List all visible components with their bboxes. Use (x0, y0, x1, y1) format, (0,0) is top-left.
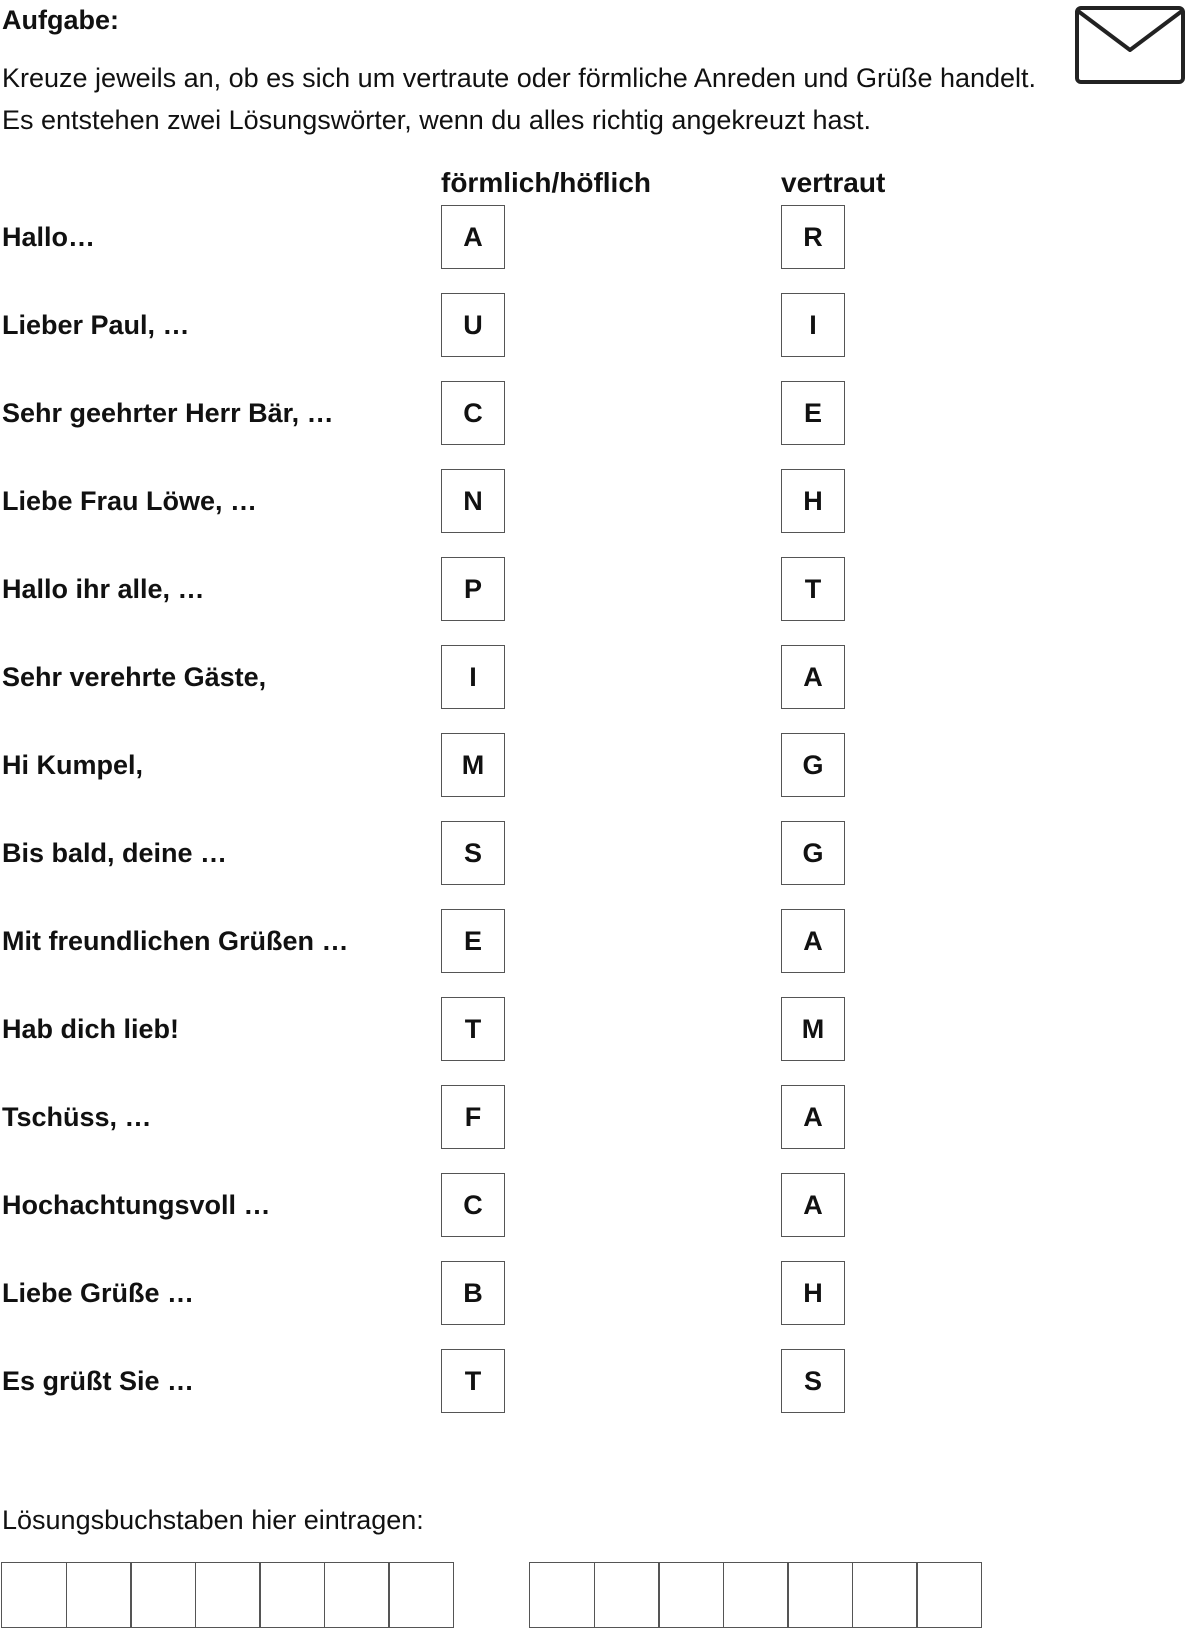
familiar-checkbox[interactable]: S (781, 1349, 845, 1413)
solution-word-1 (1, 1562, 454, 1628)
solution-letter-box[interactable] (787, 1562, 853, 1628)
task-title: Aufgabe: (2, 5, 119, 35)
familiar-checkbox[interactable]: G (781, 733, 845, 797)
greeting-label: Bis bald, deine … (2, 838, 228, 868)
greeting-label: Hallo ihr alle, … (2, 574, 205, 604)
column-header-familiar: vertraut (781, 167, 886, 198)
familiar-checkbox[interactable]: A (781, 645, 845, 709)
greeting-label: Sehr verehrte Gäste, (2, 662, 267, 692)
solution-label: Lösungsbuchstaben hier eintragen: (2, 1505, 424, 1535)
greeting-label: Mit freundlichen Grüßen … (2, 926, 349, 956)
greeting-label: Hallo… (2, 222, 96, 252)
solution-letter-box[interactable] (324, 1562, 390, 1628)
familiar-checkbox[interactable]: G (781, 821, 845, 885)
solution-letter-box[interactable] (529, 1562, 595, 1628)
greeting-label: Sehr geehrter Herr Bär, … (2, 398, 334, 428)
familiar-checkbox[interactable]: A (781, 1085, 845, 1149)
solution-letter-box[interactable] (852, 1562, 918, 1628)
greeting-label: Hab dich lieb! (2, 1014, 180, 1044)
solution-letter-box[interactable] (66, 1562, 132, 1628)
solution-letter-box[interactable] (723, 1562, 789, 1628)
formal-checkbox[interactable]: C (441, 1173, 505, 1237)
solution-letter-box[interactable] (388, 1562, 454, 1628)
formal-checkbox[interactable]: M (441, 733, 505, 797)
solution-letter-box[interactable] (916, 1562, 982, 1628)
solution-letter-box[interactable] (594, 1562, 660, 1628)
solution-letter-box[interactable] (658, 1562, 724, 1628)
formal-checkbox[interactable]: T (441, 1349, 505, 1413)
column-header-formal: förmlich/höflich (441, 167, 651, 198)
greeting-label: Es grüßt Sie … (2, 1366, 195, 1396)
formal-checkbox[interactable]: A (441, 205, 505, 269)
familiar-checkbox[interactable]: A (781, 909, 845, 973)
formal-checkbox[interactable]: P (441, 557, 505, 621)
familiar-checkbox[interactable]: E (781, 381, 845, 445)
greeting-label: Liebe Frau Löwe, … (2, 486, 258, 516)
formal-checkbox[interactable]: B (441, 1261, 505, 1325)
greeting-label: Liebe Grüße … (2, 1278, 195, 1308)
formal-checkbox[interactable]: S (441, 821, 505, 885)
solution-letter-box[interactable] (195, 1562, 261, 1628)
formal-checkbox[interactable]: C (441, 381, 505, 445)
formal-checkbox[interactable]: F (441, 1085, 505, 1149)
greeting-label: Tschüss, … (2, 1102, 152, 1132)
greeting-label: Hochachtungsvoll … (2, 1190, 271, 1220)
envelope-icon (1075, 6, 1185, 86)
formal-checkbox[interactable]: I (441, 645, 505, 709)
familiar-checkbox[interactable]: M (781, 997, 845, 1061)
solution-word-2 (529, 1562, 982, 1628)
greeting-label: Hi Kumpel, (2, 750, 144, 780)
familiar-checkbox[interactable]: T (781, 557, 845, 621)
familiar-checkbox[interactable]: H (781, 1261, 845, 1325)
task-instructions: Kreuze jeweils an, ob es sich um vertraute oder förmliche Anreden und Grüße handelt. Es entstehen zwei Lösungswörter, wenn du alles richtig angekreuzt hast. (2, 63, 1037, 135)
solution-letter-box[interactable] (259, 1562, 325, 1628)
greeting-label: Lieber Paul, … (2, 310, 190, 340)
formal-checkbox[interactable]: E (441, 909, 505, 973)
formal-checkbox[interactable]: T (441, 997, 505, 1061)
familiar-checkbox[interactable]: I (781, 293, 845, 357)
solution-letter-box[interactable] (1, 1562, 67, 1628)
formal-checkbox[interactable]: U (441, 293, 505, 357)
familiar-checkbox[interactable]: A (781, 1173, 845, 1237)
solution-letter-box[interactable] (130, 1562, 196, 1628)
familiar-checkbox[interactable]: R (781, 205, 845, 269)
formal-checkbox[interactable]: N (441, 469, 505, 533)
familiar-checkbox[interactable]: H (781, 469, 845, 533)
